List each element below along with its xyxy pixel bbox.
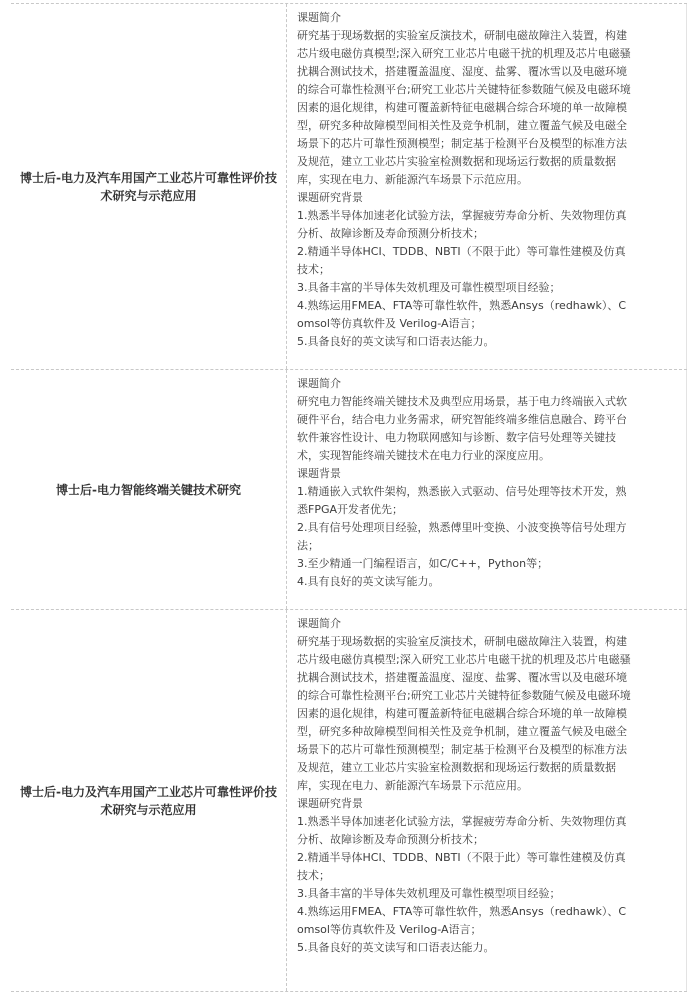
- description-line: 术，实现智能终端关键技术在电力行业的深度应用。: [297, 449, 550, 462]
- description-line: 扰耦合测试技术，搭建覆盖温度、湿度、盐雾、覆冰雪以及电磁环境: [297, 65, 627, 78]
- description-line: 型，研究多种故障模型间相关性及竞争机制，建立覆盖气候及电磁全: [297, 725, 627, 738]
- description-line: 4.熟练运用FMEA、FTA等可靠性软件，熟悉Ansys（redhawk）、C: [297, 299, 627, 312]
- description-line: 1.精通嵌入式软件架构，熟悉嵌入式驱动、信号处理等技术开发，熟: [297, 485, 627, 498]
- description-line: 课题背景: [297, 467, 341, 480]
- description-line: 4.具有良好的英文读写能力。: [297, 575, 440, 588]
- description-line: 2.精通半导体HCI、TDDB、NBTI（不限于此）等可靠性建模及仿真: [297, 851, 626, 864]
- description-line: 课题简介: [297, 11, 341, 24]
- description-line: 3.具备丰富的半导体失效机理及可靠性模型项目经验；: [297, 281, 561, 294]
- description-line: 5.具备良好的英文读写和口语表达能力。: [297, 335, 495, 348]
- description-line: 软件兼容性设计、电力物联网感知与诊断、数字信号处理等关键技: [297, 431, 616, 444]
- position-title-line: 博士后-电力智能终端关键技术研究: [56, 482, 241, 497]
- description-line: 场景下的芯片可靠性预测模型；制定基于检测平台及模型的标准方法: [297, 137, 627, 150]
- description-line: 3.至少精通一门编程语言，如C/C++，Python等；: [297, 557, 549, 570]
- description-line: 分析、故障诊断及寿命预测分析技术；: [297, 227, 484, 240]
- table-row: [11, 3, 687, 370]
- description-line: 库，实现在电力、新能源汽车场景下示范应用。: [297, 779, 528, 792]
- description-line: 技术；: [297, 263, 330, 276]
- description-line: 因素的退化规律，构建可覆盖新特征电磁耦合综合环境的单一故障模: [297, 101, 627, 114]
- description-line: 课题简介: [297, 377, 341, 390]
- description-line: 技术；: [297, 869, 330, 882]
- description-line: 芯片级电磁仿真模型;深入研究工业芯片电磁干扰的机理及芯片电磁骚: [297, 653, 631, 666]
- description-line: 及规范，建立工业芯片实验室检测数据和现场运行数据的质量数据: [297, 761, 616, 774]
- description-line: 的综合可靠性检测平台;研究工业芯片关键特征参数随气候及电磁环境: [297, 83, 631, 96]
- description-line: omsol等仿真软件及 Verilog-A语言；: [297, 317, 482, 330]
- position-title: [15, 169, 282, 205]
- description-line: 场景下的芯片可靠性预测模型；制定基于检测平台及模型的标准方法: [297, 743, 627, 756]
- description-line: 芯片级电磁仿真模型;深入研究工业芯片电磁干扰的机理及芯片电磁骚: [297, 47, 631, 60]
- description-line: omsol等仿真软件及 Verilog-A语言；: [297, 923, 482, 936]
- description-line: 课题研究背景: [297, 191, 363, 204]
- position-title: [15, 783, 282, 819]
- description-line: 扰耦合测试技术，搭建覆盖温度、湿度、盐雾、覆冰雪以及电磁环境: [297, 671, 627, 684]
- position-description-cell: [287, 370, 687, 609]
- description-line: 悉FPGA开发者优先；: [297, 503, 404, 516]
- description-line: 2.具有信号处理项目经验，熟悉傅里叶变换、小波变换等信号处理方: [297, 521, 627, 534]
- position-title-cell: [11, 370, 287, 609]
- description-line: 3.具备丰富的半导体失效机理及可靠性模型项目经验；: [297, 887, 561, 900]
- description-line: 1.熟悉半导体加速老化试验方法，掌握疲劳寿命分析、失效物理仿真: [297, 815, 627, 828]
- description-line: 5.具备良好的英文读写和口语表达能力。: [297, 941, 495, 954]
- position-description-cell: [287, 4, 687, 369]
- description-line: 课题简介: [297, 617, 341, 630]
- position-title-line: 术研究与示范应用: [100, 802, 197, 817]
- description-line: 研究基于现场数据的实验室反演技术，研制电磁故障注入装置，构建: [297, 635, 627, 648]
- description-line: 因素的退化规律，构建可覆盖新特征电磁耦合综合环境的单一故障模: [297, 707, 627, 720]
- description-line: 硬件平台，结合电力业务需求，研究智能终端多维信息融合、跨平台: [297, 413, 627, 426]
- description-line: 2.精通半导体HCI、TDDB、NBTI（不限于此）等可靠性建模及仿真: [297, 245, 626, 258]
- positions-table: [11, 3, 687, 992]
- description-line: 研究电力智能终端关键技术及典型应用场景，基于电力终端嵌入式软: [297, 395, 627, 408]
- description-line: 1.熟悉半导体加速老化试验方法，掌握疲劳寿命分析、失效物理仿真: [297, 209, 627, 222]
- position-title-cell: [11, 4, 287, 369]
- position-title-line: 术研究与示范应用: [100, 188, 197, 203]
- description-line: 4.熟练运用FMEA、FTA等可靠性软件，熟悉Ansys（redhawk）、C: [297, 905, 627, 918]
- table-row: [11, 370, 687, 610]
- position-title: [15, 481, 282, 499]
- description-line: 课题研究背景: [297, 797, 363, 810]
- position-title-cell: [11, 610, 287, 991]
- position-title-line: 博士后-电力及汽车用国产工业芯片可靠性评价技: [20, 784, 277, 799]
- table-row: [11, 610, 687, 992]
- description-line: 的综合可靠性检测平台;研究工业芯片关键特征参数随气候及电磁环境: [297, 689, 631, 702]
- position-description-cell: [287, 610, 687, 991]
- position-title-line: 博士后-电力及汽车用国产工业芯片可靠性评价技: [20, 170, 277, 185]
- description-line: 及规范，建立工业芯片实验室检测数据和现场运行数据的质量数据: [297, 155, 616, 168]
- description-line: 分析、故障诊断及寿命预测分析技术；: [297, 833, 484, 846]
- description-line: 库，实现在电力、新能源汽车场景下示范应用。: [297, 173, 528, 186]
- description-line: 研究基于现场数据的实验室反演技术，研制电磁故障注入装置，构建: [297, 29, 627, 42]
- description-line: 型，研究多种故障模型间相关性及竞争机制，建立覆盖气候及电磁全: [297, 119, 627, 132]
- description-line: 法；: [297, 539, 319, 552]
